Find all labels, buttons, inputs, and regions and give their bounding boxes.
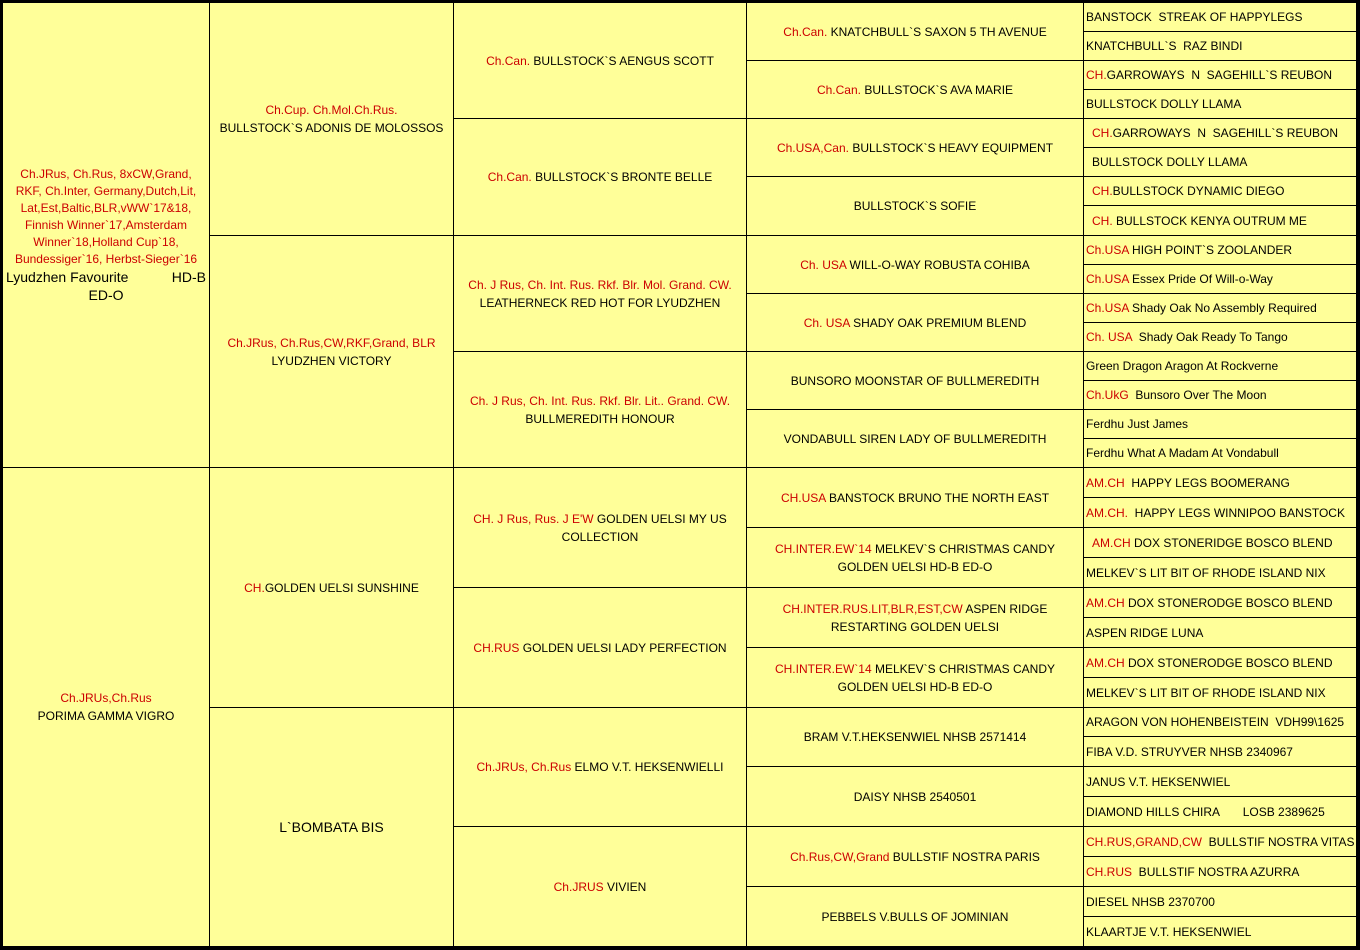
- dog-line: [1086, 624, 1203, 642]
- dog-name: Green Dragon Aragon At Rockverne: [1086, 359, 1279, 373]
- dog-titles: Ch.USA,Can.: [776, 140, 853, 155]
- dog-titles: CH. J Rus, Rus. J E'W: [473, 511, 597, 526]
- dog-line: [791, 372, 1039, 390]
- dog-titles: CH.: [244, 580, 265, 595]
- dog-name: BUNSORO MOONSTAR OF BULLMEREDITH: [790, 373, 1040, 388]
- dog-titles: Ch.Can.: [486, 53, 534, 68]
- dog-titles: CH.: [1092, 126, 1113, 140]
- dog-name: BRAM V.T.HEKSENWIEL NHSB 2571414: [803, 730, 1027, 744]
- dog-name: BULLSTOCK DYNAMIC DIEGO: [1112, 184, 1285, 198]
- dog-line: [477, 758, 724, 776]
- dog-name: Ferdhu What A Madam At Vondabull: [1086, 446, 1279, 460]
- dog-name: BULLSTOCK`S BRONTE BELLE: [535, 170, 713, 184]
- dog-titles: Ch.UkG: [1086, 388, 1129, 402]
- dog-line: [1086, 444, 1279, 462]
- dog-line: [1086, 95, 1241, 113]
- dog-titles: AM.CH: [1086, 475, 1125, 490]
- dog-titles: CH.INTER.RUS.LIT,BLR,EST,CW: [782, 601, 966, 616]
- dog-line: [1086, 415, 1188, 433]
- dog-line: [244, 579, 419, 597]
- dog-name: MELKEV`S CHRISTMAS CANDY GOLDEN UELSI HD-B ED-O: [837, 541, 1056, 574]
- gen3-cell: [747, 887, 1084, 947]
- gen0-cell: [3, 468, 210, 947]
- dog-line: [1092, 212, 1307, 230]
- dog-line: [777, 139, 1053, 157]
- gen2-cell: [454, 468, 747, 588]
- gen2-cell: [454, 119, 747, 236]
- gen4-cell: [1084, 177, 1357, 206]
- gen3-cell: [747, 588, 1084, 648]
- dog-name: VIVIEN: [606, 879, 647, 894]
- dog-name: DIAMOND HILLS CHIRA LOSB 2389625: [1086, 804, 1325, 819]
- dog-line: [1086, 386, 1267, 404]
- dog-name: SHADY OAK PREMIUM BLEND: [853, 315, 1027, 330]
- dog-line: [1086, 713, 1344, 731]
- gen4-cell: [1084, 797, 1357, 827]
- gen4-cell: [1084, 857, 1357, 887]
- dog-line: [1086, 270, 1273, 288]
- dog-line: [488, 168, 713, 186]
- dog-health-ed: ED-O: [88, 287, 124, 303]
- gen3-cell: [747, 3, 1084, 61]
- dog-titles: Ch. J Rus, Ch. Int. Rus. Rkf. Blr. Lit.. Grand. CW.: [469, 393, 731, 408]
- dog-name: BULLSTOCK`S AENGUS SCOTT: [533, 53, 714, 68]
- dog-name: BULLMEREDITH HONOUR: [525, 411, 675, 426]
- gen4-cell: [1084, 294, 1357, 323]
- gen4-cell: [1084, 887, 1357, 917]
- dog-titles: Ch.Can.: [816, 82, 865, 97]
- gen3-cell: [747, 119, 1084, 177]
- dog-name: GOLDEN UELSI MY US COLLECTION: [561, 511, 727, 544]
- gen4-cell: [1084, 648, 1357, 678]
- dog-line: [1086, 474, 1290, 492]
- gen4-cell: [1084, 32, 1357, 61]
- dog-titles: Ch.Cup. Ch.Mol.Ch.Rus.: [265, 103, 398, 117]
- gen4-cell: [1084, 708, 1357, 737]
- dog-line: [1086, 833, 1354, 851]
- gen4-cell: [1084, 206, 1357, 236]
- dog-titles: Ch. USA: [800, 257, 850, 272]
- dog-line: [1086, 328, 1288, 346]
- dog-line: [1092, 534, 1333, 552]
- dog-name: KLAARTJE V.T. HEKSENWIEL: [1086, 924, 1252, 939]
- dog-name: BANSTOCK STREAK OF HAPPYLEGS: [1086, 10, 1303, 24]
- gen1-cell: [210, 236, 454, 468]
- gen4-cell: [1084, 498, 1357, 528]
- dog-name: ASPEN RIDGE RESTARTING GOLDEN UELSI: [830, 601, 1048, 634]
- dog-name: BANSTOCK BRUNO THE NORTH EAST: [828, 490, 1050, 505]
- gen1-cell: [210, 3, 454, 236]
- gen3-cell: [747, 177, 1084, 236]
- dog-name: ELMO V.T. HEKSENWIELLI: [574, 760, 724, 774]
- gen4-cell: [1084, 90, 1357, 119]
- gen4-cell: [1084, 678, 1357, 708]
- dog-name: MELKEV`S LIT BIT OF RHODE ISLAND NIX: [1086, 685, 1326, 700]
- dog-titles: CH.RUS,GRAND,CW: [1086, 834, 1202, 849]
- dog-titles: Ch. J Rus, Ch. Int. Rus. Rkf. Blr. Mol. Grand. CW.: [468, 277, 732, 292]
- dog-line: [1086, 684, 1326, 702]
- dog-name: BULLSTIF NOSTRA VITAS: [1202, 834, 1355, 849]
- dog-health-hd: HD-B: [171, 269, 206, 285]
- gen3-cell: [747, 410, 1084, 468]
- gen2-cell: [454, 588, 747, 708]
- dog-line: [1086, 357, 1278, 375]
- dog-titles: Ch. USA: [1086, 330, 1133, 344]
- dog-line: [1092, 124, 1338, 142]
- dog-line: [854, 788, 977, 806]
- dog-line: [750, 660, 1080, 696]
- dog-line: [854, 197, 976, 215]
- dog-titles: Ch.USA: [1086, 301, 1129, 315]
- dog-titles: CH.USA: [780, 490, 829, 505]
- dog-name: BULLSTOCK`S HEAVY EQUIPMENT: [852, 140, 1054, 155]
- dog-name: LYUDZHEN VICTORY: [271, 353, 392, 368]
- dog-line: [1086, 564, 1326, 582]
- dog-titles: CH.INTER.EW`14: [774, 661, 875, 676]
- gen3-cell: [747, 294, 1084, 352]
- gen4-cell: [1084, 236, 1357, 265]
- dog-line: [804, 314, 1027, 332]
- gen4-cell: [1084, 148, 1357, 177]
- dog-name: BULLSTIF NOSTRA AZURRA: [1132, 864, 1300, 879]
- dog-name: BULLSTOCK`S ADONIS DE MOLOSSOS: [219, 121, 444, 135]
- dog-titles: Ch.USA: [1086, 272, 1129, 286]
- dog-line: [750, 600, 1080, 636]
- gen2-cell: [454, 827, 747, 947]
- dog-name: DAISY NHSB 2540501: [853, 789, 977, 804]
- dog-name: ASPEN RIDGE LUNA: [1086, 625, 1204, 640]
- dog-titles: CH.RUS: [1086, 864, 1133, 879]
- dog-titles: Ch.Rus,CW,Grand: [790, 849, 893, 864]
- gen4-cell: [1084, 381, 1357, 410]
- gen4-cell: [1084, 618, 1357, 648]
- dog-name: Shady Oak No Assembly Required: [1128, 301, 1317, 315]
- gen4-cell: [1084, 917, 1357, 947]
- gen1-cell: [210, 468, 454, 708]
- gen4-cell: [1084, 439, 1357, 468]
- dog-line: [784, 430, 1047, 448]
- dog-line: [1086, 893, 1215, 911]
- dog-name: KNATCHBULL`S RAZ BINDI: [1086, 39, 1243, 53]
- gen4-cell: [1084, 737, 1357, 767]
- dog-name: BULLSTOCK DOLLY LLAMA: [1092, 155, 1248, 169]
- dog-name: ARAGON VON HOHENBEISTEIN VDH99\1625: [1086, 715, 1345, 729]
- gen4-cell: [1084, 265, 1357, 294]
- dog-name: BULLSTOCK DOLLY LLAMA: [1086, 97, 1242, 111]
- dog-name: DOX STONERIDGE BOSCO BLEND: [1130, 535, 1333, 550]
- dog-line: [1086, 863, 1299, 881]
- gen3-cell: [747, 648, 1084, 708]
- dog-titles: Ch.Can.: [487, 170, 536, 184]
- dog-line: [750, 540, 1080, 576]
- dog-titles: CH.: [1092, 184, 1113, 198]
- dog-name-row: [6, 268, 206, 286]
- dog-line: [1086, 594, 1333, 612]
- dog-line: [1086, 8, 1303, 26]
- dog-titles: Ch.JRUS: [553, 879, 607, 894]
- dog-line: [1086, 654, 1333, 672]
- dog-line: [1092, 182, 1285, 200]
- dog-titles: AM.CH: [1086, 595, 1125, 610]
- dog-titles: Ch.JRus, Ch.Rus,CW,RKF,Grand, BLR: [227, 335, 436, 350]
- dog-name: LEATHERNECK RED HOT FOR LYUDZHEN: [479, 295, 721, 310]
- dog-name: GARROWAYS N SAGEHILL`S REUBON: [1106, 68, 1333, 82]
- dog-name: PORIMA GAMMA VIGRO: [37, 709, 175, 723]
- gen4-cell: [1084, 410, 1357, 439]
- gen3-cell: [747, 236, 1084, 294]
- dog-line: [804, 728, 1027, 746]
- gen4-cell: [1084, 767, 1357, 797]
- dog-line: [1086, 299, 1317, 317]
- dog-line: [457, 510, 743, 546]
- dog-name: Bunsoro Over The Moon: [1128, 388, 1267, 402]
- dog-line: [1086, 803, 1325, 821]
- dog-line: [279, 818, 384, 837]
- gen2-cell: [454, 236, 747, 352]
- gen4-cell: [1084, 468, 1357, 498]
- dog-line: [1086, 504, 1345, 522]
- dog-name: GARROWAYS N SAGEHILL`S REUBON: [1112, 126, 1339, 140]
- dog-name: FIBA V.D. STRUYVER NHSB 2340967: [1086, 744, 1293, 759]
- dog-titles: CH.RUS: [473, 640, 523, 655]
- gen3-cell: [747, 827, 1084, 887]
- dog-name: MELKEV`S LIT BIT OF RHODE ISLAND NIX: [1086, 565, 1326, 580]
- dog-line: [817, 81, 1013, 99]
- dog-titles: Ch.JRUs,Ch.Rus: [60, 691, 152, 705]
- dog-titles: AM.CH: [1086, 655, 1125, 670]
- dog-name: BULLSTOCK`S SOFIE: [853, 199, 977, 213]
- dog-name: HIGH POINT`S ZOOLANDER: [1128, 243, 1293, 257]
- dog-titles: Ch.JRus, Ch.Rus, 8xCW,Grand, RKF, Ch.Inter, Germany,Dutch,Lit, Lat,Est,Baltic,BLR,vWW`17&18, Finnish Winner`17,Amsterdam Winner`18,Holland Cup`18, Bundessiger`16, Herbst-Sieger`16: [14, 167, 198, 266]
- dog-name: MELKEV`S CHRISTMAS CANDY GOLDEN UELSI HD-B ED-O: [837, 661, 1056, 694]
- dog-name: GOLDEN UELSI SUNSHINE: [264, 580, 419, 595]
- dog-titles: CH.: [1092, 213, 1113, 228]
- dog-line: [1086, 241, 1292, 259]
- dog-titles: AM.CH.: [1086, 505, 1128, 520]
- dog-name: HAPPY LEGS WINNIPOO BANSTOCK: [1128, 505, 1345, 520]
- dog-name: Essex Pride Of Will-o-Way: [1128, 272, 1273, 286]
- gen3-cell: [747, 352, 1084, 410]
- dog-line: [790, 848, 1040, 866]
- dog-name: BULLSTIF NOSTRA PARIS: [892, 849, 1040, 864]
- dog-name: KNATCHBULL`S SAXON 5 TH AVENUE: [830, 24, 1047, 39]
- dog-line: [1086, 66, 1332, 84]
- dog-line: [1086, 773, 1230, 791]
- dog-name: BULLSTOCK`S AVA MARIE: [864, 82, 1014, 97]
- dog-line: [800, 256, 1030, 274]
- gen2-cell: [454, 352, 747, 468]
- dog-name: DIESEL NHSB 2370700: [1086, 894, 1215, 909]
- dog-titles: Ch. USA: [803, 315, 854, 330]
- dog-titles: Ch.JRUs, Ch.Rus: [476, 760, 575, 774]
- gen4-cell: [1084, 323, 1357, 352]
- dog-name: Shady Oak Ready To Tango: [1132, 330, 1288, 344]
- dog-name: Lyudzhen Favourite: [6, 269, 129, 285]
- gen3-cell: [747, 767, 1084, 827]
- dog-line: [822, 908, 1009, 926]
- gen4-cell: [1084, 528, 1357, 558]
- gen4-cell: [1084, 3, 1357, 32]
- dog-titles: Ch.Can.: [783, 24, 831, 39]
- gen3-cell: [747, 708, 1084, 767]
- gen4-cell: [1084, 558, 1357, 588]
- dog-name: JANUS V.T. HEKSENWIEL: [1086, 774, 1231, 789]
- gen4-cell: [1084, 588, 1357, 618]
- gen3-cell: [747, 528, 1084, 588]
- dog-name: HAPPY LEGS BOOMERANG: [1124, 475, 1290, 490]
- dog-line: [781, 489, 1049, 507]
- dog-name: Ferdhu Just James: [1086, 417, 1189, 431]
- dog-titles: CH.: [1086, 68, 1107, 82]
- dog-name: DOX STONERODGE BOSCO BLEND: [1124, 595, 1333, 610]
- dog-name: WILL-O-WAY ROBUSTA COHIBA: [849, 257, 1030, 272]
- gen2-cell: [454, 708, 747, 827]
- dog-name: BULLSTOCK KENYA OUTRUM ME: [1112, 213, 1307, 228]
- dog-titles: CH.INTER.EW`14: [774, 541, 875, 556]
- dog-line: [1086, 743, 1293, 761]
- dog-line: [1086, 37, 1242, 55]
- gen4-cell: [1084, 352, 1357, 381]
- gen4-cell: [1084, 827, 1357, 857]
- dog-line: [554, 878, 647, 896]
- dog-line: [783, 23, 1046, 41]
- gen1-cell: [210, 708, 454, 947]
- dog-name: VONDABULL SIREN LADY OF BULLMEREDITH: [783, 431, 1047, 446]
- dog-line: [486, 52, 714, 70]
- dog-line: [1092, 153, 1247, 171]
- dog-name: PEBBELS V.BULLS OF JOMINIAN: [821, 909, 1009, 924]
- dog-line: [1086, 923, 1251, 941]
- gen3-cell: [747, 61, 1084, 119]
- dog-name: DOX STONERODGE BOSCO BLEND: [1124, 655, 1333, 670]
- gen4-cell: [1084, 61, 1357, 90]
- dog-titles: AM.CH: [1092, 535, 1131, 550]
- dog-titles: Ch.USA: [1086, 243, 1129, 257]
- gen0-cell: [3, 3, 210, 468]
- gen2-cell: [454, 3, 747, 119]
- dog-line: [473, 639, 726, 657]
- gen3-cell: [747, 468, 1084, 528]
- dog-name: GOLDEN UELSI LADY PERFECTION: [522, 640, 727, 655]
- dog-name: L`BOMBATA BIS: [279, 818, 384, 835]
- gen4-cell: [1084, 119, 1357, 148]
